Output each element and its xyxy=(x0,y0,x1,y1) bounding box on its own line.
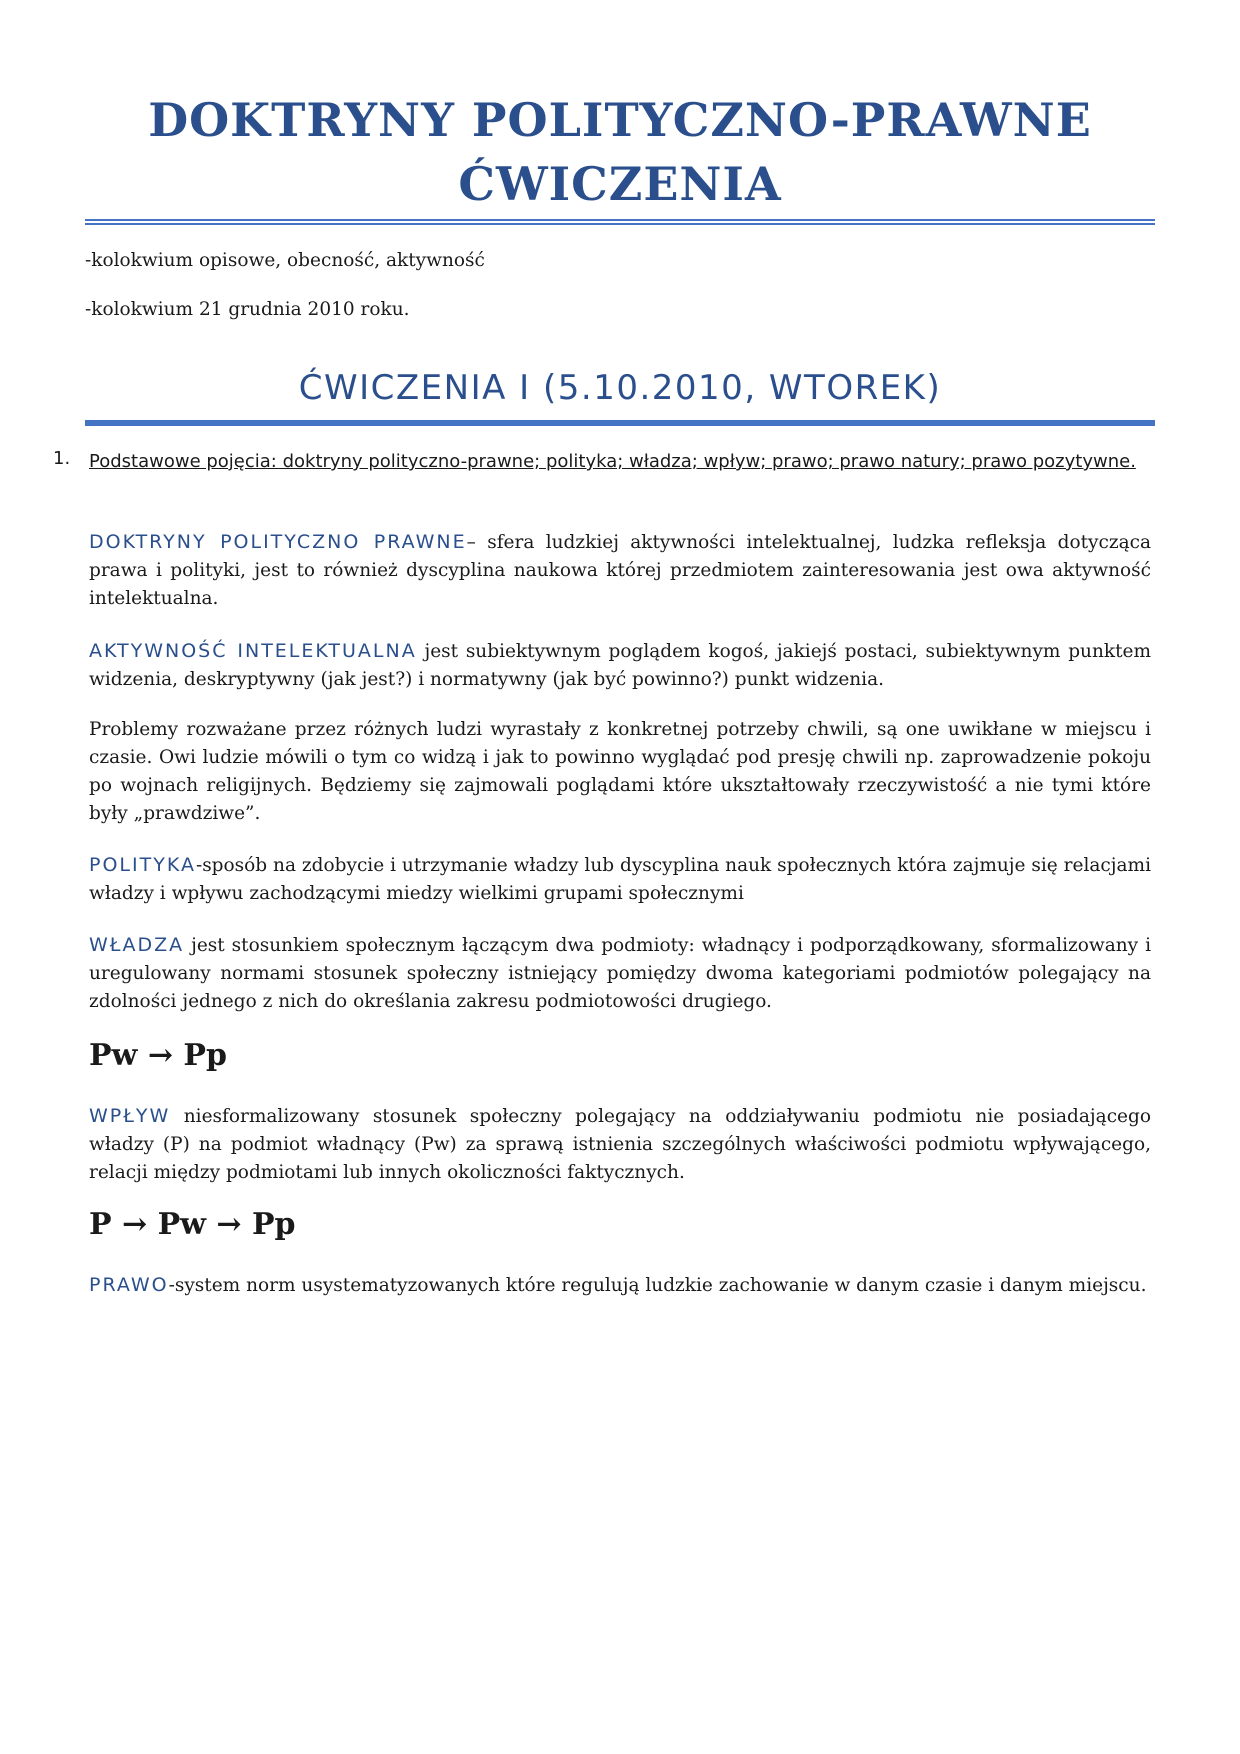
list-number: 1. xyxy=(53,448,71,469)
definition-doktryny xyxy=(89,528,1151,613)
title-line-2: ĆWICZENIA xyxy=(458,157,782,211)
definition-wplyw xyxy=(89,1102,1151,1187)
definition-wladza xyxy=(89,931,1151,1016)
term-wladza: WŁADZA xyxy=(89,934,185,956)
term-aktywnosc: AKTYWNOŚĆ INTELEKTUALNA xyxy=(89,640,417,662)
document-title xyxy=(85,88,1155,216)
section-divider xyxy=(85,420,1155,426)
definition-doktryny-text: – sfera ludzkiej aktywności intelektualnej, ludzka refleksja dotycząca prawa i polityki, jest to również dyscyplina naukowa której przedmiotem zainteresowania jest owa aktywność intelektualna. xyxy=(89,532,1152,609)
term-doktryny: DOKTRYNY POLITYCZNO PRAWNE xyxy=(89,531,467,553)
definition-wplyw-text: niesformalizowany stosunek społeczny polegający na oddziaływaniu podmiotu nie posiadającego władzy (P) na podmiot władnący (Pw) za sprawą istnienia szczególnych właściwości podmiotu wpływającego, relacji między podmiotami lub innych okoliczności faktycznych. xyxy=(89,1106,1151,1183)
paragraph-problemy: Problemy rozważane przez różnych ludzi wyrastały z konkretnej potrzeby chwili, są one uwikłane w miejscu i czasie. Owi ludzie mówili o tym co widzą i jak to powinno wyglądać pod presję chwili np. zaprowadzenie pokoju po wojnach religijnych. Będziemy się zajmowali poglądami które ukształtowały rzeczywistość a nie tymi które były „prawdziwe”. xyxy=(89,719,1151,824)
title-line-1: DOKTRYNY POLITYCZNO-PRAWNE xyxy=(148,93,1092,147)
title-divider xyxy=(85,219,1155,225)
definition-polityka xyxy=(89,851,1151,908)
definition-wladza-text: jest stosunkiem społecznym łączącym dwa podmioty: władnący i podporządkowany, sformalizowany i uregulowany normami stosunek społeczny istniejący pomiędzy dwoma kategoriami podmiotów polegający na zdolności jednego z nich do określania zakresu podmiotowości drugiego. xyxy=(89,935,1151,1012)
definition-prawo xyxy=(89,1271,1151,1300)
definition-aktywnosc-text: jest subiektywnym poglądem kogoś, jakiejś postaci, subiektywnym punktem widzenia, deskryptywny (jak jest?) i normatywny (jak być powinno?) punkt widzenia. xyxy=(89,641,1151,690)
intro-line-1: -kolokwium opisowe, obecność, aktywność xyxy=(85,250,485,271)
list-item-text: Podstawowe pojęcia: doktryny polityczno-prawne; polityka; władza; wpływ; prawo; prawo natury; prawo pozytywne. xyxy=(89,451,1136,472)
formula-p-pw-pp: P → Pw → Pp xyxy=(89,1207,296,1242)
term-polityka: POLITYKA xyxy=(89,854,196,876)
definition-aktywnosc xyxy=(89,637,1151,694)
section-heading: ĆWICZENIA I (5.10.2010, WTOREK) xyxy=(298,368,942,408)
intro-line-2: -kolokwium 21 grudnia 2010 roku. xyxy=(85,299,410,320)
term-wplyw: WPŁYW xyxy=(89,1105,171,1127)
definition-polityka-text: -sposób na zdobycie i utrzymanie władzy lub dyscyplina nauk społecznych która zajmuje się relacjami władzy i wpływu zachodzącymi miedzy wielkimi grupami społecznymi xyxy=(89,855,1151,904)
definition-prawo-text: -system norm usystematyzowanych które regulują ludzkie zachowanie w danym czasie i danym miejscu. xyxy=(168,1275,1147,1296)
formula-pw-pp: Pw → Pp xyxy=(89,1038,227,1073)
term-prawo: PRAWO xyxy=(89,1274,169,1296)
